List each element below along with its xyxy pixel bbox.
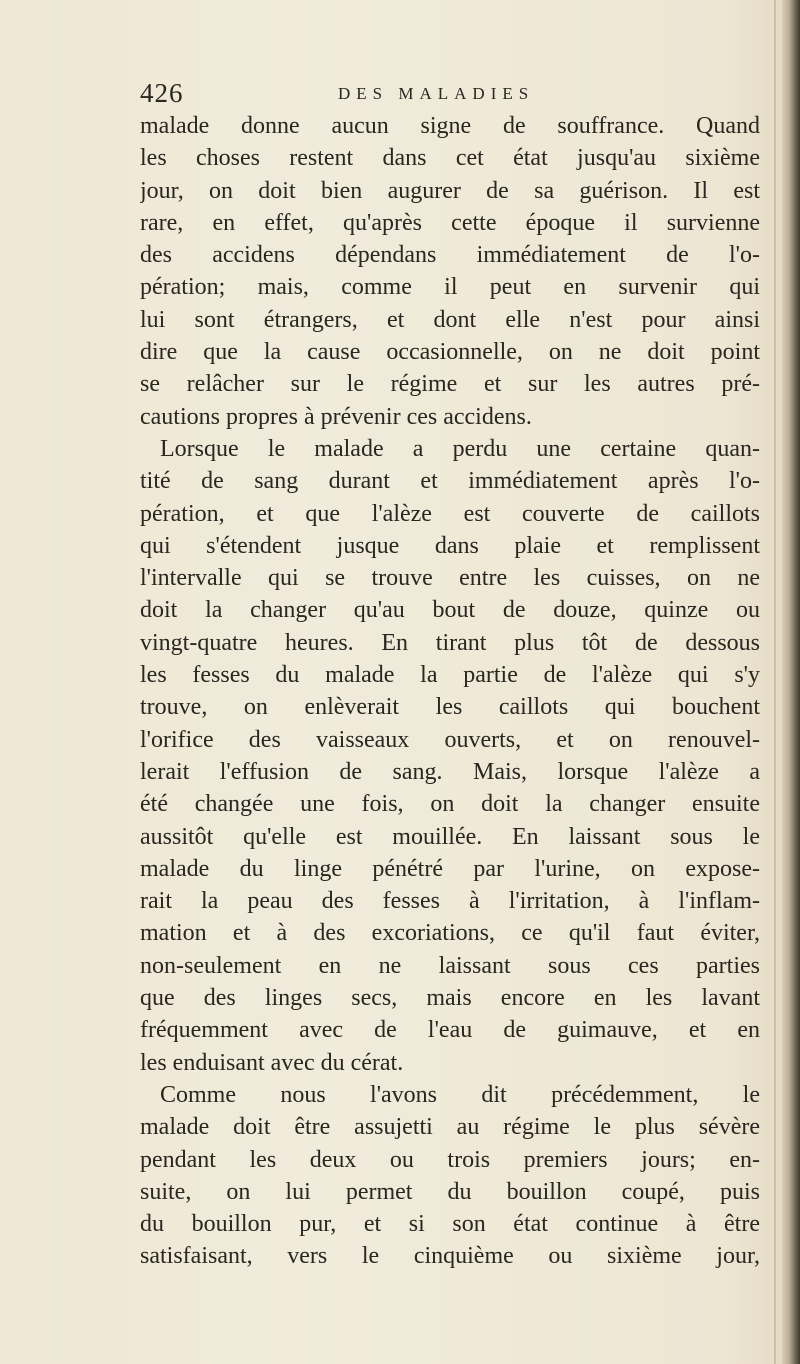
text-line: dire que la cause occasionnelle, on ne doit point — [140, 339, 760, 366]
text-line: lui sont étrangers, et dont elle n'est pour ainsi — [140, 306, 760, 333]
page-edge-line — [774, 0, 776, 1364]
text-line: les enduisant avec du cérat. — [140, 1049, 404, 1076]
text-line: se relâcher sur le régime et sur les autres pré- — [140, 371, 760, 398]
text-line: doit la changer qu'au bout de douze, quinze ou — [140, 597, 760, 624]
text-line: pération, et que l'alèze est couverte de caillots — [140, 500, 760, 527]
text-line: les choses restent dans cet état jusqu'au sixième — [140, 145, 760, 172]
page-number: 426 — [140, 78, 184, 108]
body-text — [140, 110, 760, 1273]
text-line: les fesses du malade la partie de l'alèze qui s'y — [140, 662, 760, 689]
text-line: qui s'étendent jusque dans plaie et remplissent — [140, 532, 760, 559]
text-line: satisfaisant, vers le cinquième ou sixième jour, — [140, 1243, 760, 1270]
text-line: pendant les deux ou trois premiers jours; en- — [140, 1146, 760, 1173]
running-head: DES MALADIES — [338, 84, 535, 103]
text-line: lerait l'effusion de sang. Mais, lorsque l'alèze a — [140, 758, 760, 785]
text-line: Comme nous l'avons dit précédemment, le — [160, 1081, 760, 1108]
text-line: non-seulement en ne laissant sous ces parties — [140, 952, 760, 979]
text-line: Lorsque le malade a perdu une certaine quan- — [160, 435, 760, 462]
text-line: que des linges secs, mais encore en les lavant — [140, 985, 760, 1012]
text-line: l'orifice des vaisseaux ouverts, et on renouvel- — [140, 726, 760, 753]
page-edge-shadow — [782, 0, 800, 1364]
text-line: fréquemment avec de l'eau de guimauve, et en — [140, 1017, 760, 1044]
text-line: vingt-quatre heures. En tirant plus tôt de dessous — [140, 629, 760, 656]
text-line: des accidens dépendans immédiatement de l'o- — [140, 242, 760, 269]
text-line: malade du linge pénétré par l'urine, on expose- — [140, 855, 760, 882]
text-line: aussitôt qu'elle est mouillée. En laissant sous le — [140, 823, 760, 850]
text-line: rare, en effet, qu'après cette époque il survienne — [140, 209, 760, 236]
text-line: malade doit être assujetti au régime le plus sévère — [140, 1114, 760, 1141]
text-line: malade donne aucun signe de souffrance. Quand — [140, 113, 760, 139]
text-line: tité de sang durant et immédiatement après l'o- — [140, 468, 760, 495]
text-line: rait la peau des fesses à l'irritation, à l'inflam- — [140, 888, 760, 915]
text-line: jour, on doit bien augurer de sa guérison. Il est — [140, 177, 760, 204]
text-line: cautions propres à prévenir ces accidens. — [140, 403, 532, 430]
text-line: été changée une fois, on doit la changer ensuite — [140, 791, 760, 818]
text-line: trouve, on enlèverait les caillots qui bouchent — [140, 694, 760, 721]
text-line: du bouillon pur, et si son état continue à être — [140, 1211, 760, 1238]
text-line: l'intervalle qui se trouve entre les cuisses, on ne — [140, 565, 760, 592]
text-line: mation et à des excoriations, ce qu'il faut éviter, — [140, 920, 760, 947]
text-line: suite, on lui permet du bouillon coupé, puis — [140, 1178, 760, 1205]
text-line: pération; mais, comme il peut en survenir qui — [140, 274, 760, 301]
